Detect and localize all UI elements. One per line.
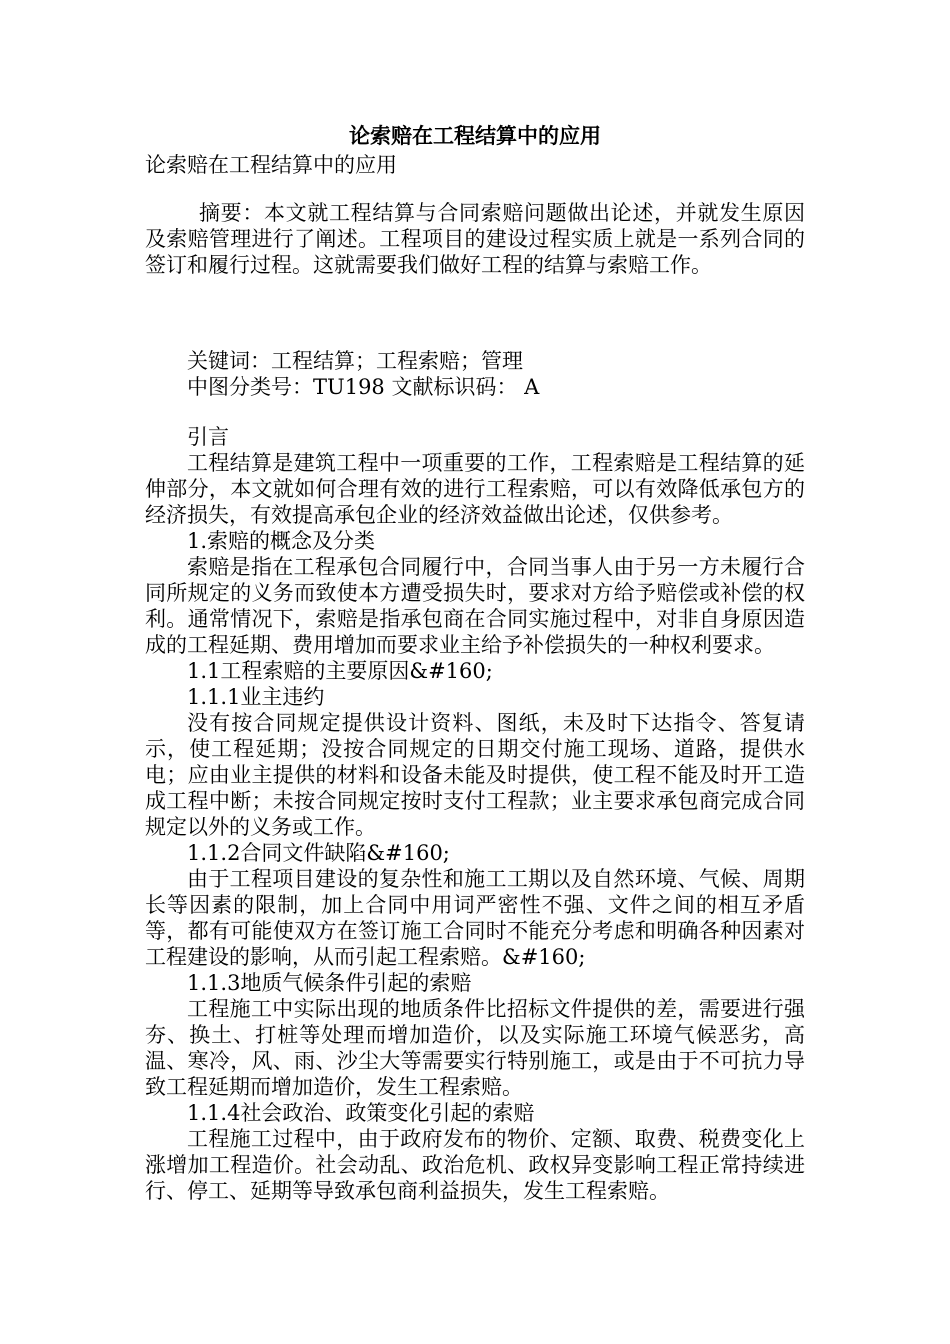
section-1-1-3-paragraph: 工程施工中实际出现的地质条件比招标文件提供的差，需要进行强夯、换土、打桩等处理而增加造价，以及实际施工环境气候恶劣，高温、寒冷，风、雨、沙尘大等需要实行特别施工，或是由于不可抗力导致工程延期而增加造价，发生工程索赔。 (145, 997, 805, 1099)
section-1-1-heading: 1.1工程索赔的主要原因&#160; (187, 659, 493, 683)
classification-line: 中图分类号：TU198 文献标识码： A (187, 375, 540, 399)
section-1-1-4-heading: 1.1.4社会政治、政策变化引起的索赔 (187, 1101, 535, 1125)
body-block (145, 424, 805, 1204)
section-1-heading: 1.索赔的概念及分类 (187, 529, 376, 553)
document-title: 论索赔在工程结算中的应用 (349, 123, 601, 148)
section-1-1-4-paragraph: 工程施工过程中，由于政府发布的物价、定额、取费、税费变化上涨增加工程造价。社会动乱、政治危机、政权异变影响工程正常持续进行、停工、延期等导致承包商利益损失，发生工程索赔。 (145, 1127, 805, 1203)
document-subtitle: 论索赔在工程结算中的应用 (145, 153, 397, 177)
intro-heading: 引言 (187, 425, 229, 449)
keywords-line: 关键词：工程结算；工程索赔；管理 (187, 349, 523, 373)
section-1-1-1-heading: 1.1.1业主违约 (187, 685, 325, 709)
abstract-block (145, 200, 805, 278)
section-1-1-2-heading: 1.1.2合同文件缺陷&#160; (187, 841, 450, 865)
keywords-block (145, 348, 805, 400)
section-1-1-2-paragraph: 由于工程项目建设的复杂性和施工工期以及自然环境、气候、周期长等因素的限制，加上合同中用词严密性不强、文件之间的相互矛盾等，都有可能使双方在签订施工合同时不能充分考虑和明确各种因素对工程建设的影响，从而引起工程索赔。&#160; (145, 867, 805, 969)
section-1-1-3-heading: 1.1.3地质气候条件引起的索赔 (187, 971, 472, 995)
section-1-paragraph: 索赔是指在工程承包合同履行中，合同当事人由于另一方未履行合同所规定的义务而致使本方遭受损失时，要求对方给予赔偿或补偿的权利。通常情况下，索赔是指承包商在合同实施过程中，对非自身原因造成的工程延期、费用增加而要求业主给予补偿损失的一种权利要求。 (145, 555, 805, 657)
section-1-1-1-paragraph: 没有按合同规定提供设计资料、图纸，未及时下达指令、答复请示，使工程延期；没按合同规定的日期交付施工现场、道路，提供水电；应由业主提供的材料和设备未能及时提供，使工程不能及时开工造成工程中断；未按合同规定按时支付工程款；业主要求承包商完成合同规定以外的义务或工作。 (145, 711, 805, 839)
abstract-paragraph: 摘要：本文就工程结算与合同索赔问题做出论述，并就发生原因及索赔管理进行了阐述。工程项目的建设过程实质上就是一系列合同的签订和履行过程。这就需要我们做好工程的结算与索赔工作。 (145, 201, 805, 277)
intro-paragraph: 工程结算是建筑工程中一项重要的工作，工程索赔是工程结算的延伸部分，本文就如何合理有效的进行工程索赔，可以有效降低承包方的经济损失，有效提高承包企业的经济效益做出论述，仅供参考。 (145, 451, 805, 527)
